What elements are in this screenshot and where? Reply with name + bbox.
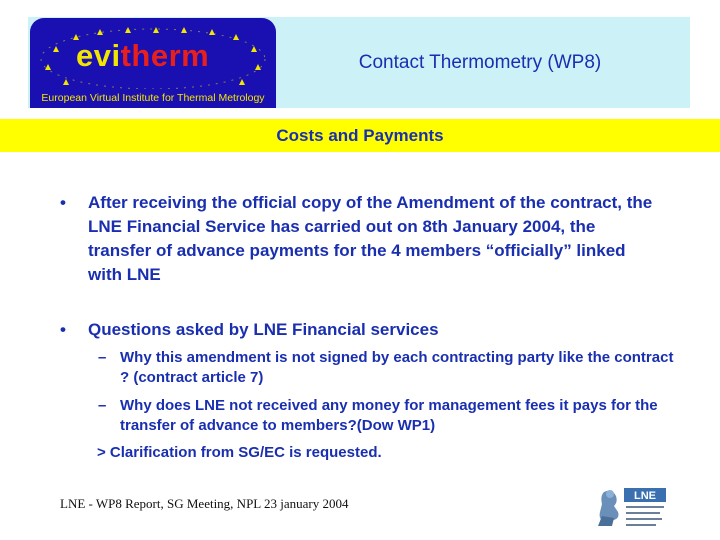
evitherm-logo [30,18,276,108]
bullet-icon: • [60,193,66,212]
bullet-icon: • [60,320,66,339]
sub-item [98,348,678,388]
lne-logo [594,486,670,528]
thinker-figure-icon [598,490,619,526]
sub-item [98,396,678,436]
logo-wordmark [76,38,209,74]
dash-icon: – [98,397,107,414]
bullet-text: Questions asked by LNE Financial services [88,320,439,339]
logo-tagline: European Virtual Institute for Thermal Metrology [30,89,276,108]
page-title: Contact Thermometry (WP8) [358,52,602,73]
logo-word-therm: therm [120,38,210,73]
conclusion-text: > Clarification from SG/EC is requested. [97,444,382,461]
lne-logo-word: LNE [634,490,656,502]
bullet-item [60,191,660,287]
bullet-item [60,318,660,342]
footer-text: LNE - WP8 Report, SG Meeting, NPL 23 january 2004 [60,496,349,511]
sub-item-text: Why does LNE not received any money for management fees it pays for the transfer of advance to members?(Dow WP1) [120,397,658,434]
section-title-bar [0,119,720,152]
logo-word-evi: evi [76,38,121,73]
bullet-text: After receiving the official copy of the Amendment of the contract, the LNE Financial Service has carried out on 8th January 2004, the transfer of advance payments for the 4 members “officially” linked with LNE [88,193,653,284]
sub-item-text: Why this amendment is not signed by each contracting party like the contract ? (contract article 7) [120,349,674,386]
section-title: Costs and Payments [276,126,444,145]
dash-icon: – [98,349,107,366]
